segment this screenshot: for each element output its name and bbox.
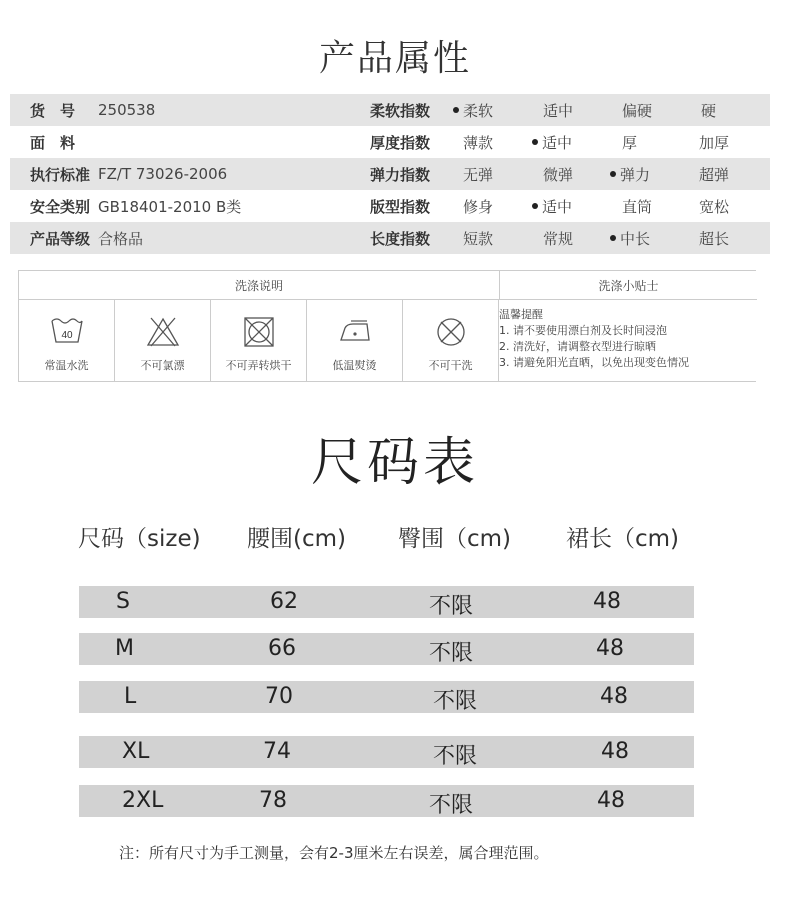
attr-key: 面 料 bbox=[30, 133, 76, 152]
size-header-length: 裙长（cm) bbox=[566, 526, 680, 552]
index-option: 适中 bbox=[532, 132, 572, 153]
attr-value: FZ/T 73026-2006 bbox=[98, 165, 228, 183]
attr-row-grade bbox=[10, 222, 770, 254]
index-option: 薄款 bbox=[463, 133, 494, 152]
attr-row-safety bbox=[10, 190, 770, 222]
size-row bbox=[79, 785, 694, 817]
wash-tub-40-icon bbox=[49, 316, 85, 346]
index-option: 常规 bbox=[543, 229, 574, 248]
wash-label: 不可干洗 bbox=[428, 359, 473, 372]
hip-cell: 不限 bbox=[429, 594, 474, 619]
measurement-note: 注：所有尺寸为手工测量，会有2-3厘米左右误差，属合理范围。 bbox=[119, 844, 549, 862]
index-option: 宽松 bbox=[699, 197, 730, 216]
selected-dot-icon bbox=[610, 235, 616, 241]
hip-cell: 不限 bbox=[429, 641, 474, 666]
waist-cell: 74 bbox=[263, 739, 291, 764]
tip-item: 3. 请避免阳光直晒，以免出现变色情况 bbox=[499, 356, 689, 369]
size-cell: L bbox=[124, 684, 137, 709]
index-option: 修身 bbox=[463, 197, 494, 216]
no-tumble-dry-icon bbox=[241, 316, 277, 348]
index-option: 适中 bbox=[543, 101, 574, 120]
selected-dot-icon bbox=[532, 203, 538, 209]
waist-cell: 70 bbox=[265, 684, 293, 709]
waist-cell: 62 bbox=[270, 589, 298, 614]
attr-key: 产品等级 bbox=[30, 229, 91, 248]
wash-instruction-dryclean bbox=[403, 300, 499, 382]
attr-row-item-number bbox=[10, 94, 770, 126]
svg-text:40: 40 bbox=[60, 330, 73, 341]
index-option: 直筒 bbox=[622, 197, 653, 216]
attributes-table bbox=[10, 94, 770, 254]
attr-value: GB18401-2010 B类 bbox=[98, 197, 242, 216]
size-cell: S bbox=[116, 589, 130, 614]
iron-low-icon bbox=[337, 316, 373, 346]
size-cell: XL bbox=[122, 739, 150, 764]
attr-row-fabric bbox=[10, 126, 770, 158]
wash-instruction-dry bbox=[211, 300, 307, 382]
length-cell: 48 bbox=[597, 788, 625, 813]
index-option: 加厚 bbox=[699, 133, 730, 152]
index-option: 无弹 bbox=[463, 165, 494, 184]
index-key: 版型指数 bbox=[370, 197, 431, 216]
selected-dot-icon bbox=[453, 107, 459, 113]
index-option: 超弹 bbox=[699, 165, 730, 184]
tips-title: 温馨提醒 bbox=[499, 308, 543, 321]
waist-cell: 66 bbox=[268, 636, 296, 661]
washing-tips-header: 洗涤小贴士 bbox=[500, 271, 757, 300]
attributes-title: 产品属性 bbox=[318, 38, 471, 79]
selected-dot-icon bbox=[610, 171, 616, 177]
size-header-waist: 腰围(cm) bbox=[247, 526, 346, 552]
index-key: 柔软指数 bbox=[370, 101, 431, 120]
attr-value: 250538 bbox=[98, 101, 156, 119]
size-row bbox=[79, 681, 694, 713]
index-option: 柔软 bbox=[453, 100, 493, 121]
index-option: 硬 bbox=[701, 101, 717, 120]
wash-label: 常温水洗 bbox=[44, 359, 89, 372]
length-cell: 48 bbox=[600, 684, 628, 709]
attr-key: 货 号 bbox=[30, 101, 76, 120]
attr-value: 合格品 bbox=[98, 229, 144, 248]
wash-label: 低温熨烫 bbox=[332, 359, 377, 372]
index-key: 长度指数 bbox=[370, 229, 431, 248]
index-option: 超长 bbox=[699, 229, 730, 248]
index-option: 短款 bbox=[463, 229, 494, 248]
washing-header: 洗涤说明 bbox=[19, 271, 500, 300]
hip-cell: 不限 bbox=[433, 744, 478, 769]
index-option: 厚 bbox=[622, 133, 638, 152]
size-chart-title: 尺码表 bbox=[310, 433, 479, 493]
wash-instruction-normal bbox=[19, 300, 115, 382]
index-key: 厚度指数 bbox=[370, 133, 431, 152]
hip-cell: 不限 bbox=[429, 793, 474, 818]
size-cell: 2XL bbox=[122, 788, 164, 813]
selected-dot-icon bbox=[532, 139, 538, 145]
index-option: 适中 bbox=[532, 196, 572, 217]
waist-cell: 78 bbox=[259, 788, 287, 813]
wash-instruction-bleach bbox=[115, 300, 211, 382]
washing-tips bbox=[499, 307, 689, 371]
size-row bbox=[79, 736, 694, 768]
no-bleach-icon bbox=[145, 316, 181, 348]
no-dry-clean-icon bbox=[433, 316, 469, 348]
index-option: 中长 bbox=[610, 228, 650, 249]
size-header-hip: 臀围（cm) bbox=[398, 526, 512, 552]
length-cell: 48 bbox=[596, 636, 624, 661]
size-row bbox=[79, 633, 694, 665]
index-key: 弹力指数 bbox=[370, 165, 431, 184]
attr-row-standard bbox=[10, 158, 770, 190]
index-option: 微弹 bbox=[543, 165, 574, 184]
wash-instruction-iron bbox=[307, 300, 403, 382]
hip-cell: 不限 bbox=[433, 689, 478, 714]
attr-key: 执行标准 bbox=[30, 165, 91, 184]
length-cell: 48 bbox=[601, 739, 629, 764]
tip-item: 2. 清洗好，请调整衣型进行晾晒 bbox=[499, 340, 656, 353]
size-row bbox=[79, 586, 694, 618]
wash-label: 不可氯漂 bbox=[140, 359, 185, 372]
tip-item: 1. 请不要使用漂白剂及长时间浸泡 bbox=[499, 324, 667, 337]
length-cell: 48 bbox=[593, 589, 621, 614]
size-cell: M bbox=[115, 636, 134, 661]
attr-key: 安全类别 bbox=[30, 197, 91, 216]
size-header-size: 尺码（size) bbox=[78, 526, 201, 552]
index-option: 弹力 bbox=[610, 164, 650, 185]
index-option: 偏硬 bbox=[622, 101, 653, 120]
wash-label: 不可弄转烘干 bbox=[225, 359, 292, 372]
